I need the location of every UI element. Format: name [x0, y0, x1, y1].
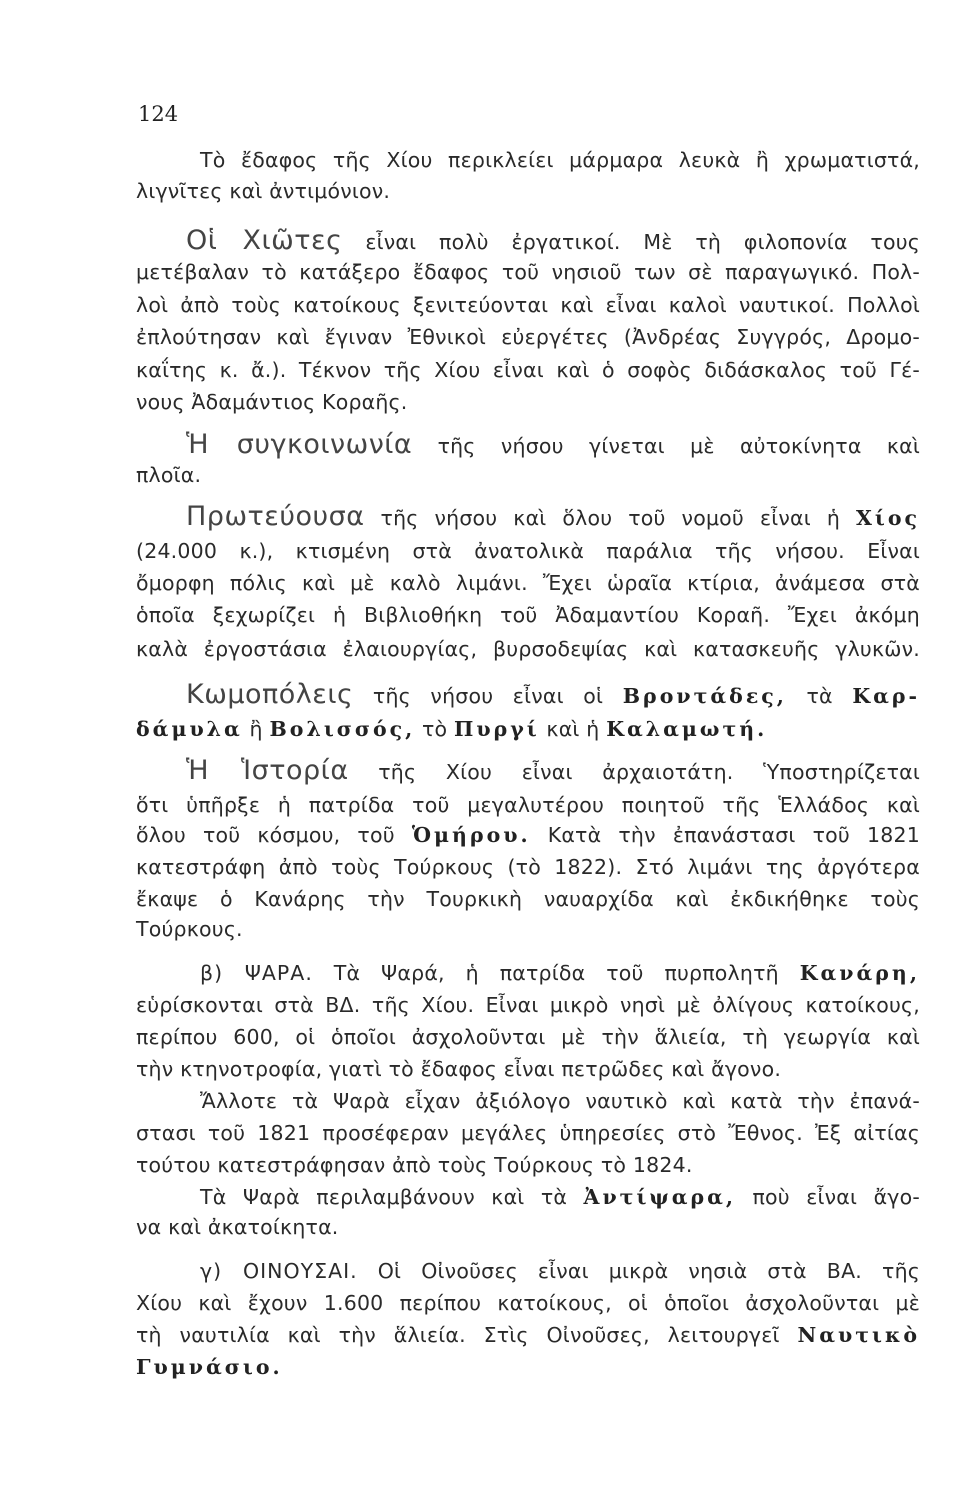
text-line: Ἄλλοτε τὰ Ψαρὰ εἶχαν ἀξιόλογο ναυτικὸ καὶ κατὰ τὴν ἐπανά- — [200, 1089, 920, 1113]
text-line: ὅτι ὑπῆρξε ἡ πατρίδα τοῦ μεγαλυτέρου ποιητοῦ τῆς Ἑλλάδος καὶ — [136, 793, 920, 817]
text-line: τούτου κατεστράφησαν ἀπὸ τοὺς Τούρκους τὸ 1824. — [136, 1153, 693, 1177]
text-line: νους Ἀδαμάντιος Κοραῆς. — [136, 390, 408, 414]
school-name: Ναυτικὸ — [797, 1323, 920, 1347]
place-name: Ἀντίψαρα, — [583, 1185, 737, 1209]
text-line: κατεστράφη ἀπὸ τοὺς Τούρκους (τὸ 1822). Στό λιμάνι της ἀργότερα — [136, 855, 920, 879]
text-line: τὴν κτηνοτροφία, γιατὶ τὸ ἔδαφος εἶναι πετρῶδες καὶ ἄγονο. — [136, 1057, 782, 1081]
text-line: Τὰ Ψαρὰ περιλαμβάνουν καὶ τὰ Ἀντίψαρα, ποὺ εἶναι ἄγο- — [200, 1185, 920, 1209]
text-line: τὴ ναυτιλία καὶ τὴν ἅλιεία. Στὶς Οἰνοῦσες, λειτουργεῖ Ναυτικὸ — [136, 1323, 920, 1347]
text-line: μετέβαλαν τὸ κατάξερο ἔδαφος τοῦ νησιοῦ των σὲ παραγωγικό. Πολ- — [136, 260, 920, 284]
section-label-psara: β) ΨΑΡΑ. — [200, 961, 313, 985]
person-name: Κανάρη, — [799, 961, 920, 985]
place-name: Χίος — [856, 506, 920, 530]
text-line: καλὰ ἐργοστάσια ἐλαιουργίας, βυρσοδεψίας καὶ κατασκευῆς γλυκῶν. — [136, 637, 920, 661]
text-line: να καὶ ἀκατοίκητα. — [136, 1215, 339, 1239]
text-line: εὑρίσκονται στὰ ΒΔ. τῆς Χίου. Εἶναι μικρὸ νησὶ μὲ ὀλίγους κατοίκους, — [136, 993, 920, 1017]
text-line: πλοῖα. — [136, 463, 202, 487]
section-label-oinousses: γ) ΟΙΝΟΥΣΑΙ. — [200, 1259, 358, 1283]
place-name: Πυργί — [454, 717, 540, 741]
text-line: Οἱ Χιῶτες εἶναι πολὺ ἐργατικοί. Μὲ τὴ φιλοπονία τους — [186, 225, 920, 256]
school-name: Γυμνάσιο. — [136, 1355, 283, 1379]
place-name: Καλαμωτή. — [606, 717, 768, 741]
place-name: Βολισσός, — [269, 717, 416, 741]
text-line: περίπου 600, οἱ ὁποῖοι ἀσχολοῦνται μὲ τὴν ἅλιεία, τὴ γεωργία καὶ — [136, 1025, 920, 1049]
text-line: β) ΨΑΡΑ. Τὰ Ψαρά, ἡ πατρίδα τοῦ πυρπολητῆ Κανάρη, — [200, 961, 920, 985]
text-line: Ἡ Ἱστορία τῆς Χίου εἶναι ἀρχαιοτάτη. Ὑποστηρίζεται — [186, 755, 920, 786]
text-line: λιγνῖτες καὶ ἀντιμόνιον. — [136, 179, 391, 203]
person-name: Ὁμήρου. — [411, 823, 531, 847]
text-line: Πρωτεύουσα τῆς νήσου καὶ ὅλου τοῦ νομοῦ εἶναι ἡ Χίος — [186, 501, 920, 532]
section-heading-chiotes: Οἱ Χιῶτες — [186, 225, 343, 256]
text-line: δάμυλα ἢ Βολισσός, τὸ Πυργί καὶ ἡ Καλαμωτή. — [136, 717, 768, 741]
place-name: δάμυλα — [136, 717, 243, 741]
section-heading-transport: Ἡ συγκοινωνία — [186, 429, 413, 460]
text-line: Ἡ συγκοινωνία τῆς νήσου γίνεται μὲ αὐτοκίνητα καὶ — [186, 429, 920, 460]
text-line — [136, 1352, 920, 1382]
text-line: λοὶ ἀπὸ τοὺς κατοίκους ξενιτεύονται καὶ εἶναι καλοὶ ναυτικοί. Πολλοὶ — [136, 293, 920, 317]
place-name: Καρ- — [852, 684, 921, 708]
text-line: στασι τοῦ 1821 προσέφεραν μεγάλες ὑπηρεσίες στὸ Ἔθνος. Ἐξ αἰτίας — [136, 1121, 920, 1145]
text-line: ὅλου τοῦ κόσμου, τοῦ Ὁμήρου. Κατὰ τὴν ἐπανάστασι τοῦ 1821 — [136, 823, 921, 847]
text-line: Τὸ ἔδαφος τῆς Χίου περικλείει μάρμαρα λευκὰ ἢ χρωματιστά, — [200, 148, 920, 172]
section-heading-towns: Κωμοπόλεις — [186, 679, 354, 710]
text-line: Χίου καὶ ἔχουν 1.600 περίπου κατοίκους, οἱ ὁποῖοι ἀσχολοῦνται μὲ — [136, 1291, 920, 1315]
section-heading-capital: Πρωτεύουσα — [186, 501, 365, 532]
text-line: γ) ΟΙΝΟΥΣΑΙ. Οἱ Οἰνοῦσες εἶναι μικρὰ νησιὰ στὰ ΒΑ. τῆς — [200, 1259, 920, 1283]
page-number: 124 — [138, 102, 179, 126]
place-name: Βροντάδες, — [622, 684, 787, 708]
text-line: ὄμορφη πόλις καὶ μὲ καλὸ λιμάνι. Ἔχει ὡραῖα κτίρια, ἀνάμεσα στὰ — [136, 571, 920, 595]
text-line: καΐτης κ. ἄ.). Τέκνον τῆς Χίου εἶναι καὶ ὁ σοφὸς διδάσκαλος τοῦ Γέ- — [136, 358, 920, 382]
section-heading-history: Ἡ Ἱστορία — [186, 755, 349, 786]
text-line: Τούρκους. — [136, 917, 243, 941]
text-line: ἔκαψε ὁ Κανάρης τὴν Τουρκικὴ ναυαρχίδα καὶ ἐκδικήθηκε τοὺς — [136, 887, 920, 911]
text-line: Κωμοπόλεις τῆς νήσου εἶναι οἱ Βροντάδες, τὰ Καρ- — [186, 679, 921, 710]
text-line: ἐπλούτησαν καὶ ἔγιναν Ἐθνικοὶ εὐεργέτες (Ἀνδρέας Συγγρός, Δρομο- — [136, 325, 920, 349]
text-line: ὁποῖα ξεχωρίζει ἡ Βιβλιοθήκη τοῦ Ἀδαμαντίου Κοραῆ. Ἔχει ἀκόμη — [136, 603, 920, 627]
text-line: (24.000 κ.), κτισμένη στὰ ἀνατολικὰ παράλια τῆς νήσου. Εἶναι — [136, 539, 920, 563]
